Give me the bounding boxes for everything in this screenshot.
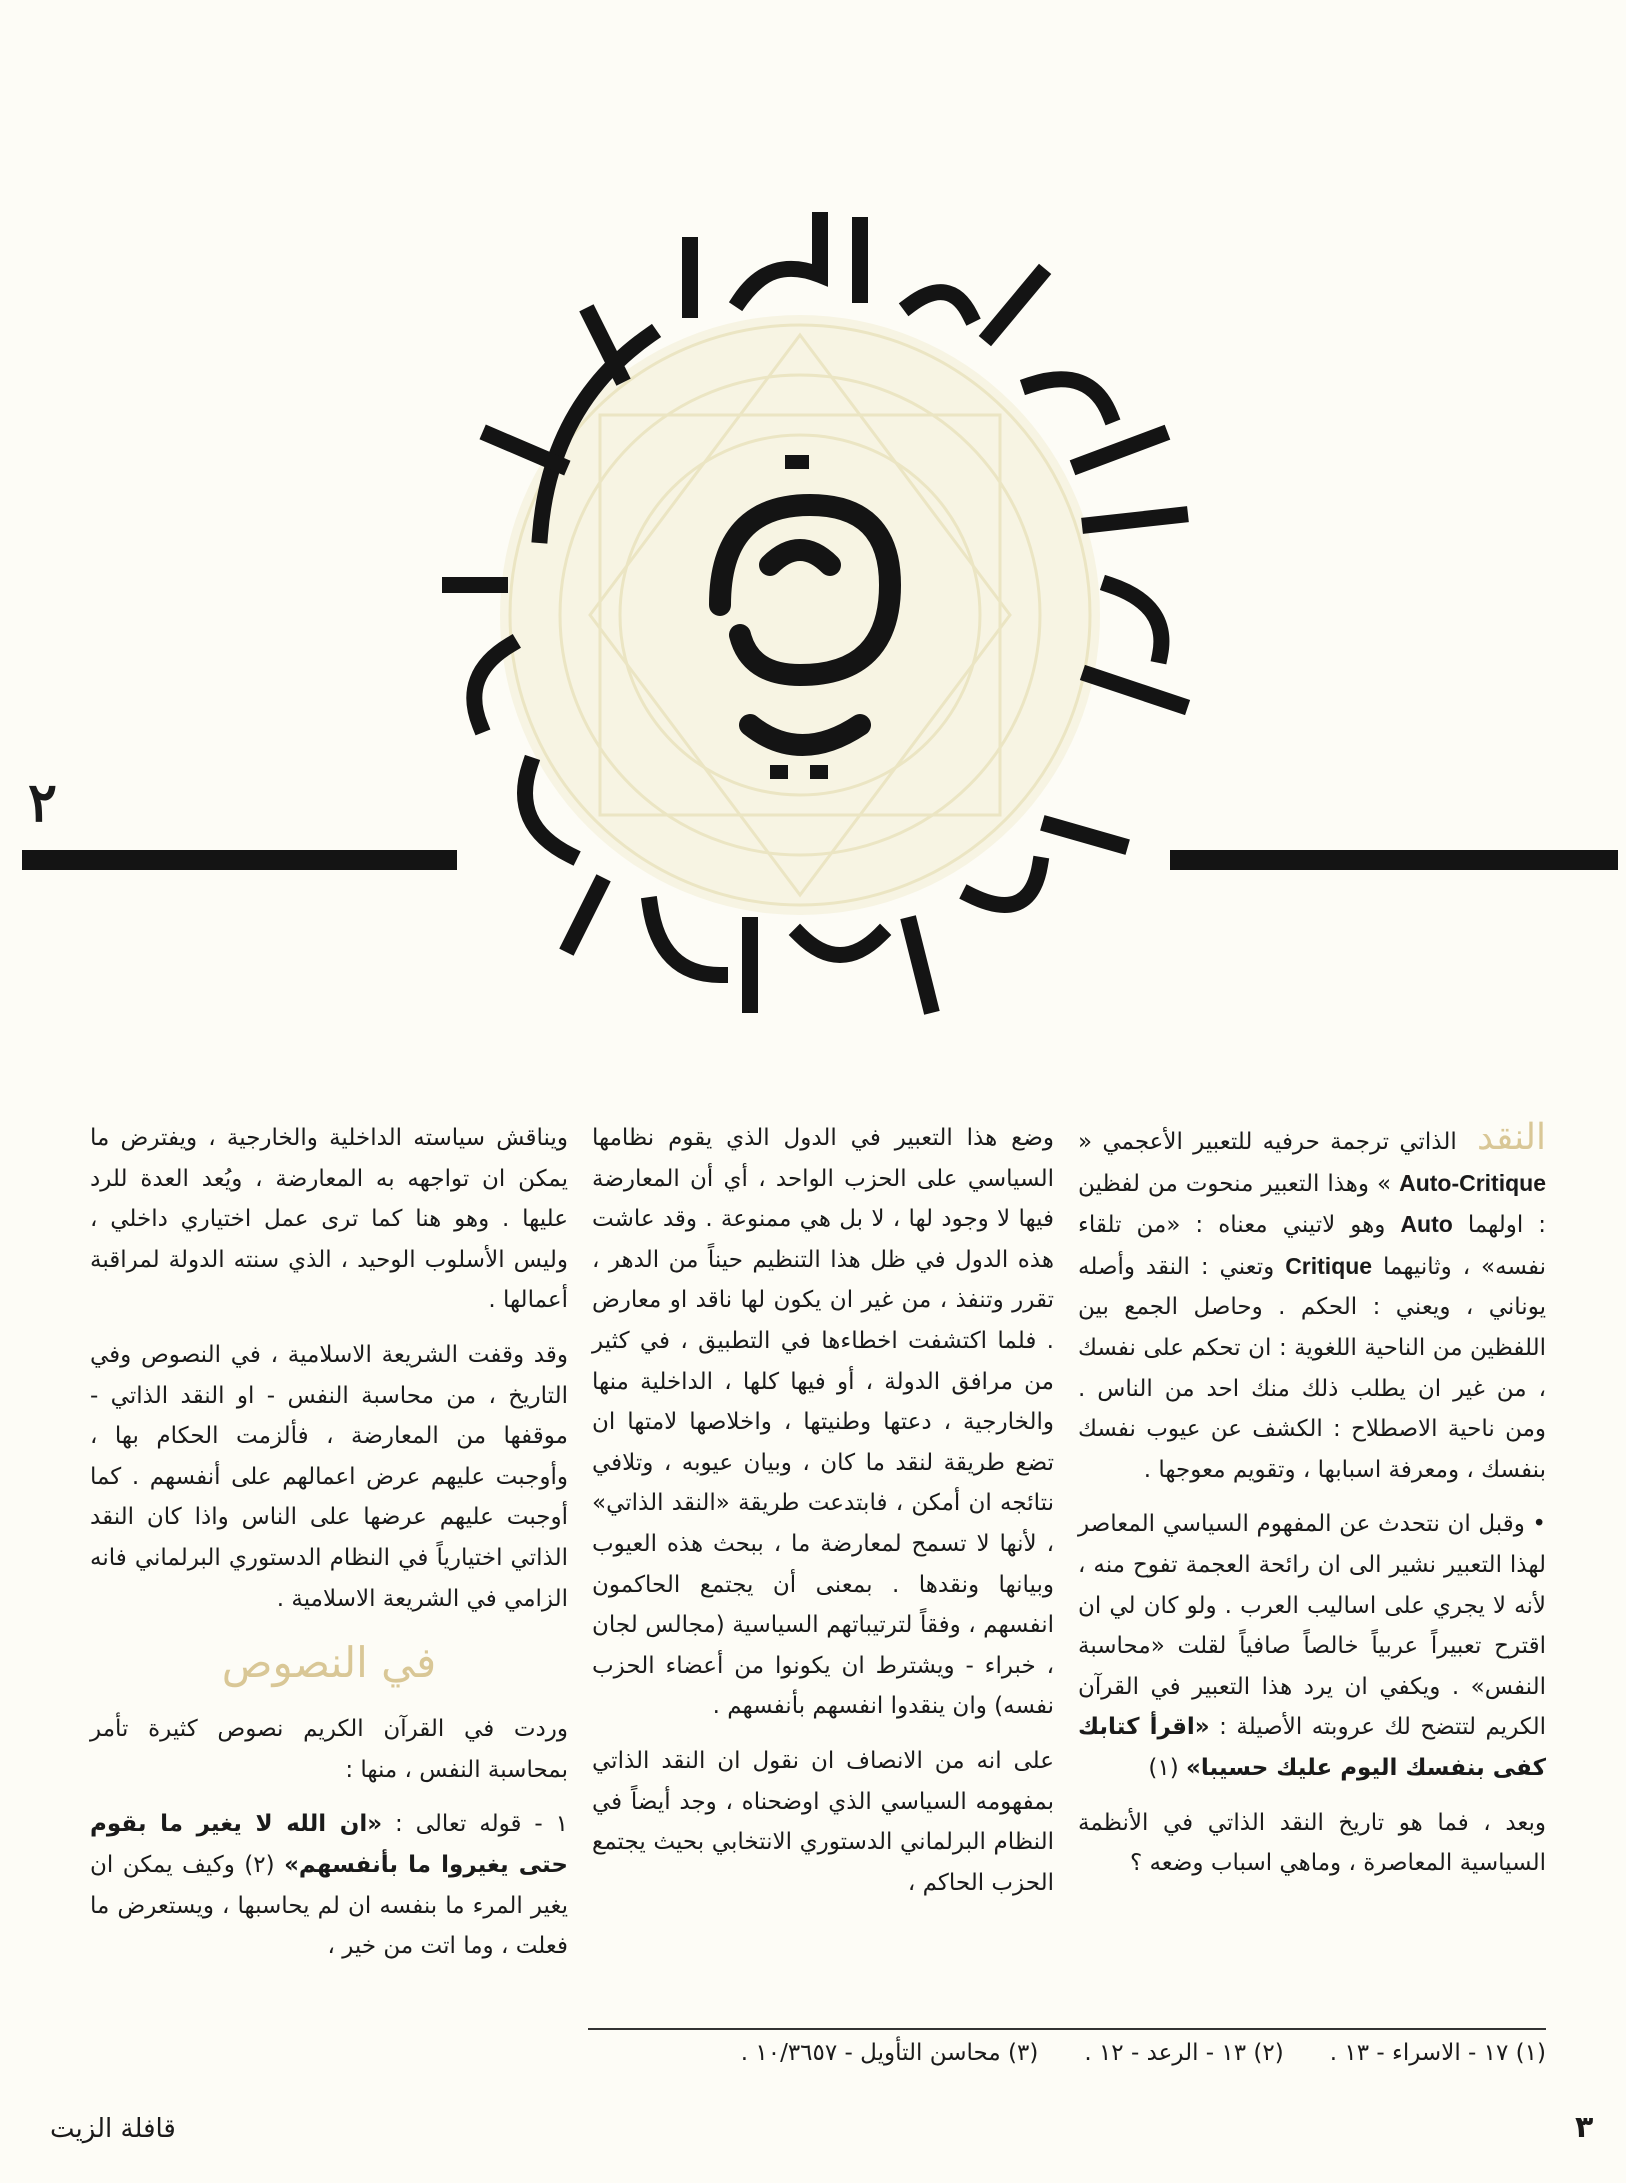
paragraph-text: ١ - قوله تعالى : [395,1811,568,1838]
latin-term: Critique [1285,1252,1373,1279]
lead-word: النقد [1477,1117,1546,1158]
paragraph-text: • وقبل ان نتحدث عن المفهوم السياسي المعاصر لهذا التعبير نشير الى ان رائحة العجمة تفوح منه ، لأنه لا يجري على اساليب العرب . ولو كان لي ان اقترح تعبيراً عربياً خالصاً صافياً لقلت «محاسبة النفس» . ويكفي ان يرد هذا التعبير في القرآن الكريم لتتضح لك عروبته الأصيلة : [1078,1511,1547,1741]
paragraph: وقد وقفت الشريعة الاسلامية ، في النصوص وفي التاريخ ، من محاسبة النفس - او النقد الذاتي - موقفها من المعارضة ، فألزمت الحكام بها ، وأوجبت عليهم عرض اعمالهم على أنفسهم . كما أوجبت عليهم عرضها على الناس واذا كان النقد الذاتي اختيارياً في النظام الدستوري البرلماني فانه الزامي في الشريعة الاسلامية . [90,1341,568,1612]
paragraph: ويناقش سياسته الداخلية والخارجية ، ويفترض ما يمكن ان تواجهه به المعارضة ، ويُعد العدة للرد عليها . وهو هنا كما ترى عمل اختياري داخلي ، وليس الأسلوب الوحيد ، الذي سنته الدولة لمراقبة أعمالها . [90,1125,568,1314]
text-column-middle [592,1118,1054,1917]
latin-term: Auto-Critique [1399,1169,1546,1196]
text-column-left [90,1118,568,1981]
magazine-name: قافلة الزيت [50,2114,176,2144]
paragraph: وضع هذا التعبير في الدول الذي يقوم نظامها السياسي على الحزب الواحد ، أي أن المعارضة فيها لا وجود لها ، لا بل هي ممنوعة . وقد عاشت هذه الدول في ظل هذا التنظيم حيناً من الدهر ، تقرر وتنفذ ، من غير ان يكون لها ناقد او معارض . فلما اكتشفت اخطاءها في التطبيق ، في كثير من مرافق الدولة ، أو فيها كلها ، الداخلية منها والخارجية ، دعتها وطنيتها ، واخلاصها لامتها ان تضع طريقة لنقد ما كان ، وبيان عيوبه ، وتلافي نتائجه ان أمكن ، فابتدعت طريقة «النقد الذاتي» ، لأنها لا تسمح لمعارضة ما ، ببحث هذه العيوب وبيانها ونقدها . بمعنى أن يجتمع الحاكمون انفسهم ، وفقاً لترتيباتهم السياسية (مجالس لجان ، خبراء - ويشترط ان يكونوا من أعضاء الحزب نفسه) وان ينقدوا انفسهم بأنفسهم . [592,1125,1054,1720]
footnote-rule [588,2028,1546,2030]
paragraph: وردت في القرآن الكريم نصوص كثيرة تأمر بمحاسبة النفس ، منها : [90,1716,568,1783]
paragraph: وبعد ، فما هو تاريخ النقد الذاتي في الأنظمة السياسية المعاصرة ، وماهي اسباب وضعه ؟ [1078,1809,1546,1877]
latin-term: Auto [1400,1211,1453,1238]
title-calligraphy-emblem [390,205,1210,1025]
quran-quote: «ان الله لا يغير ما بقوم حتى يغيروا ما بأنفسهم» [90,1811,569,1878]
header-rule-left [22,850,457,870]
paragraph-text: وهو لاتيني معناه : «من تلقاء نفسه» ، وثانيهما [1078,1212,1547,1280]
section-heading: في النصوص [221,1638,437,1688]
paragraph [1078,1118,1546,1490]
footnote-ref: (١) [1148,1754,1179,1781]
footnote-2: (٢) ١٣ - الرعد - ١٢ . [1084,2040,1284,2066]
header-rule-right [1170,850,1618,870]
paragraph-text: » وهذا التعبير منحوت من لفظين : اولهما [1078,1170,1547,1239]
paragraph [1078,1504,1546,1788]
footnote-1: (١) ١٧ - الاسراء - ١٣ . [1329,2040,1546,2066]
quran-quote: «اقرأ كتابك كفى بنفسك اليوم عليك حسيبا» [1078,1714,1546,1781]
part-number: ٢ [28,770,58,834]
text-column-right [1078,1118,1546,1898]
paragraph-text: الذاتي ترجمة حرفيه للتعبير الأعجمي « [1078,1129,1457,1155]
paragraph-text: وتعني : النقد وأصله يوناني ، ويعني : الحكم . وحاصل الجمع بين اللفظين من الناحية اللغوية : ان تحكم على نفسك ، من غير ان يطلب ذلك منك احد من الناس . ومن ناحية الاصطلاح : الكشف عن عيوب نفسك بنفسك ، ومعرفة اسبابها ، وتقويم معوجها . [1078,1253,1546,1483]
paragraph-text: (٢) وكيف يمكن ان يغير المرء ما بنفسه ان لم يحاسبها ، ويستعرض ما فعلت ، وما اتت من خير ، [90,1851,568,1960]
footnote-3: (٣) محاسن التأويل - ١٠/٣٦٥٧ . [740,2040,1039,2066]
paragraph: على انه من الانصاف ان نقول ان النقد الذاتي بمفهومه السياسي الذي اوضحناه ، وجد أيضاً في النظام البرلماني الدستوري الانتخابي بحيث يجتمع الحزب الحاكم ، [592,1747,1054,1896]
page-number: ٣ [1575,2110,1594,2145]
paragraph [90,1804,568,1966]
footnotes [588,2040,1546,2066]
